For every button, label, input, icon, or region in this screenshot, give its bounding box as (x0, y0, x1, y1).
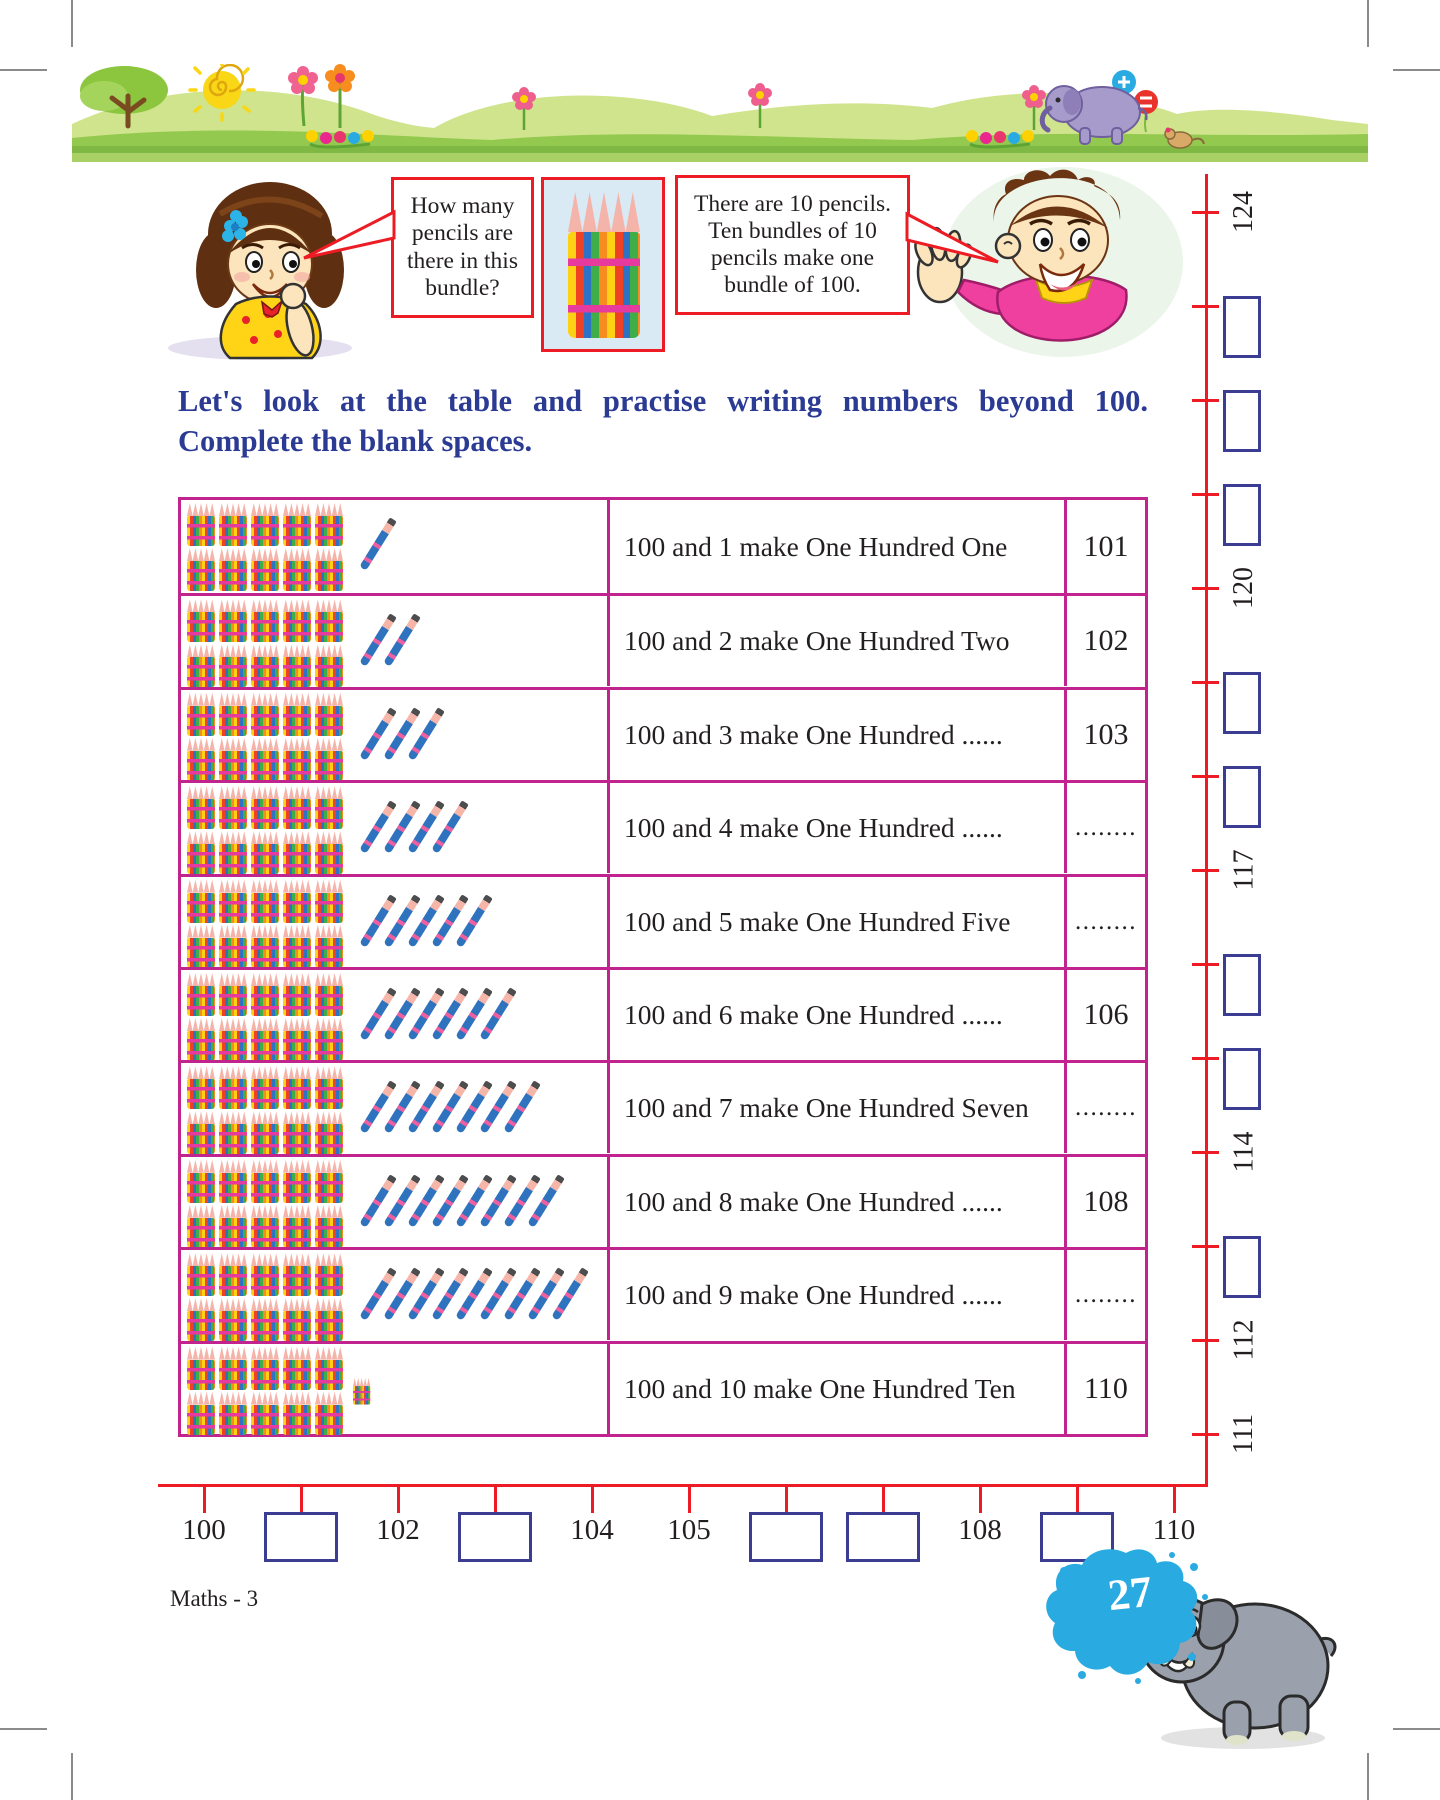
loose-pencil-icon (359, 517, 397, 570)
row-text: 100 and 6 make One Hundred ...... (607, 970, 1064, 1060)
pencil-bundle-icon (251, 693, 279, 737)
tick (1192, 211, 1219, 214)
tick (1192, 493, 1219, 496)
pencil-bundles-cell (181, 877, 607, 967)
pencil-bundle-icon (187, 973, 215, 1017)
pencil-bundle-icon (251, 1018, 279, 1062)
pencil-bundle-icon (251, 786, 279, 830)
pencil-bundles-cell (181, 1250, 607, 1340)
tick (300, 1487, 303, 1513)
pencil-bundle-icon (315, 1111, 343, 1155)
pencil-bundle-icon (283, 1298, 311, 1342)
pencil-bundle-icon (251, 548, 279, 592)
tick-label: 117 (1228, 849, 1259, 891)
pencil-bundle-icon (251, 925, 279, 969)
pencil-bundle-icon (251, 599, 279, 643)
pencil-bundle-icon (219, 1018, 247, 1062)
vertical-number-line (1205, 174, 1208, 1487)
pencil-bundle-icon (219, 738, 247, 782)
pencil-bundle-icon (315, 1298, 343, 1342)
row-text: 100 and 9 make One Hundred ...... (607, 1250, 1064, 1340)
pencil-bundle-icon (251, 880, 279, 924)
tick (1192, 1339, 1219, 1342)
tick (591, 1487, 594, 1513)
pencil-bundle-icon (219, 880, 247, 924)
pencil-bundles-cell (181, 1344, 607, 1434)
pencil-bundle-icon (283, 1392, 311, 1436)
pencil-bundles-cell (181, 783, 607, 873)
table-row (181, 500, 1145, 593)
table-row (181, 967, 1145, 1060)
pencil-bundle-icon (219, 1347, 247, 1391)
pencil-bundle-icon (283, 1253, 311, 1297)
pencil-bundle-icon (315, 831, 343, 875)
row-text: 100 and 3 make One Hundred ...... (607, 690, 1064, 780)
crop-mark (71, 0, 73, 47)
pencil-bundle-icon (283, 786, 311, 830)
pencil-bundle-icon (187, 1253, 215, 1297)
tick (1173, 1487, 1176, 1513)
pencil-bundle-icon (283, 880, 311, 924)
tick (882, 1487, 885, 1513)
pencil-bundle-icon (315, 693, 343, 737)
answer-box[interactable] (264, 1512, 338, 1562)
tick (979, 1487, 982, 1513)
table-row (181, 874, 1145, 967)
book-footer: Maths - 3 (170, 1586, 259, 1611)
pencil-bundle-icon (187, 831, 215, 875)
tick (1192, 775, 1219, 778)
table-row (181, 1154, 1145, 1247)
pencil-bundle-icon (283, 1066, 311, 1110)
pencil-bundle-icon (315, 503, 343, 547)
pencil-bundles-cell (181, 1063, 607, 1153)
answer-box[interactable] (1223, 1048, 1261, 1110)
pencil-bundle-icon (283, 644, 311, 688)
heading-line-2: Complete the blank spaces. (178, 424, 533, 458)
pencil-bundle-icon (283, 1018, 311, 1062)
tick (1192, 869, 1219, 872)
tick (494, 1487, 497, 1513)
tick (1192, 399, 1219, 402)
tick (785, 1487, 788, 1513)
pencil-bundle-icon (251, 644, 279, 688)
tick-label: 110 (1152, 1514, 1196, 1546)
pencil-bundle-icon (187, 1392, 215, 1436)
row-number: 103 (1064, 690, 1145, 780)
practice-table (178, 497, 1148, 1437)
tick-label: 108 (958, 1514, 1002, 1546)
tick-label: 120 (1228, 567, 1259, 609)
pencil-bundle-icon (315, 1018, 343, 1062)
pencil-bundle-icon (187, 1018, 215, 1062)
row-number: 102 (1064, 596, 1145, 686)
row-number-blank[interactable]: ........ (1064, 1250, 1145, 1340)
pencil-bundle-icon (219, 1253, 247, 1297)
pencil-bundle-icon (251, 1205, 279, 1249)
pencil-bundle-icon (283, 738, 311, 782)
crop-mark (0, 69, 47, 71)
pencil-bundle-icon (315, 1347, 343, 1391)
crop-mark (71, 1753, 73, 1800)
row-number-blank[interactable]: ........ (1064, 1063, 1145, 1153)
pencil-bundle-icon (219, 693, 247, 737)
pencil-bundle-icon (219, 1160, 247, 1204)
pencil-bundle-icon (315, 1253, 343, 1297)
pencil-bundle-icon (219, 786, 247, 830)
answer-box[interactable] (1223, 954, 1261, 1016)
tick (1192, 1151, 1219, 1154)
pencil-bundle-icon (283, 1347, 311, 1391)
pencil-bundles-cell (181, 690, 607, 780)
pencil-bundle-icon (283, 1160, 311, 1204)
girl-speech-text: How many pencils are there in this bundle? (407, 193, 518, 301)
pencil-bundle-icon (219, 1066, 247, 1110)
pencil-bundle-icon (315, 1205, 343, 1249)
pencil-bundle-icon (219, 1392, 247, 1436)
pencil-bundle-icon (315, 1392, 343, 1436)
pencil-bundle-icon (251, 1347, 279, 1391)
pencil-bundle-icon (219, 973, 247, 1017)
tick-label: 111 (1227, 1414, 1259, 1454)
pencil-bundle-icon (219, 503, 247, 547)
pencil-bundle-icon (251, 503, 279, 547)
row-number-blank[interactable]: ........ (1064, 877, 1145, 967)
answer-box[interactable] (1223, 390, 1261, 452)
pencil-bundle-icon (283, 831, 311, 875)
meadow-banner (72, 64, 1368, 162)
small-pencil-bundle-icon (353, 1378, 370, 1405)
pencil-bundle-icon (187, 1066, 215, 1110)
row-text: 100 and 2 make One Hundred Two (607, 596, 1064, 686)
tick-label: 102 (376, 1514, 420, 1546)
pencil-bundle-icon (187, 786, 215, 830)
pencil-bundle-icon (315, 738, 343, 782)
row-text: 100 and 1 make One Hundred One (607, 500, 1064, 593)
tick-label: 114 (1228, 1131, 1259, 1173)
pencil-bundle-icon (315, 1066, 343, 1110)
pencil-bundle-icon (187, 503, 215, 547)
crop-mark (1367, 0, 1369, 47)
tick-label: 100 (182, 1514, 226, 1546)
boy-speech-text: There are 10 pencils. Ten bundles of 10 pencils make one bundle of 100. (693, 190, 892, 299)
tick-label: 104 (570, 1514, 614, 1546)
row-number-blank[interactable]: ........ (1064, 783, 1145, 873)
pencil-bundle-icon (283, 925, 311, 969)
pencil-bundle-icon (283, 693, 311, 737)
pencil-bundle-icon (283, 973, 311, 1017)
boy-bubble-tail (904, 208, 1000, 274)
bottom-number-line (158, 1484, 1208, 1487)
pencil-bundle-icon (315, 786, 343, 830)
row-number: 108 (1064, 1157, 1145, 1247)
pencil-bundles-cell (181, 500, 607, 593)
tick (1192, 305, 1219, 308)
row-text: 100 and 8 make One Hundred ...... (607, 1157, 1064, 1247)
answer-box[interactable] (1223, 766, 1261, 828)
pencil-bundle-icon (315, 599, 343, 643)
pencil-bundle-icon (219, 925, 247, 969)
pencil-bundle-icon (251, 1298, 279, 1342)
pencil-bundle-icon (283, 1205, 311, 1249)
row-text: 100 and 5 make One Hundred Five (607, 877, 1064, 967)
pencil-bundle-icon (315, 925, 343, 969)
crop-mark (1393, 69, 1440, 71)
pencil-bundle-icon (251, 1253, 279, 1297)
pencil-bundle-icon (187, 644, 215, 688)
pencil-bundle-icon (251, 973, 279, 1017)
pencil-bundle-icon (315, 548, 343, 592)
pencil-bundle-icon (187, 925, 215, 969)
row-number: 106 (1064, 970, 1145, 1060)
tick (397, 1487, 400, 1513)
row-number: 110 (1064, 1344, 1145, 1434)
table-row (181, 1247, 1145, 1340)
pencil-bundles-cell (181, 970, 607, 1060)
table-row (181, 593, 1145, 686)
table-row (181, 780, 1145, 873)
crop-mark (0, 1728, 47, 1730)
tick (1192, 681, 1219, 684)
row-number: 101 (1064, 500, 1145, 593)
pencil-bundle-icon (219, 1205, 247, 1249)
pencil-bundles-cell (181, 1157, 607, 1247)
answer-box[interactable] (1223, 484, 1261, 546)
pencil-bundle-icon (219, 644, 247, 688)
table-row (181, 1060, 1145, 1153)
pencil-bundle-icon (187, 1160, 215, 1204)
pencil-bundle-icon (187, 1205, 215, 1249)
pencil-bundle-icon (283, 1111, 311, 1155)
pencil-bundle-icon (219, 1298, 247, 1342)
page-number: 27 (1105, 1566, 1155, 1621)
table-row (181, 1341, 1145, 1434)
tick (1192, 1433, 1219, 1436)
row-text: 100 and 10 make One Hundred Ten (607, 1344, 1064, 1434)
table-row (181, 687, 1145, 780)
pencil-bundles-cell (181, 596, 607, 686)
answer-box[interactable] (1223, 296, 1261, 358)
pencil-bundle-icon (187, 1111, 215, 1155)
pencil-bundle-icon (251, 738, 279, 782)
tick (688, 1487, 691, 1513)
pencil-bundle-icon (219, 1111, 247, 1155)
row-text: 100 and 7 make One Hundred Seven (607, 1063, 1064, 1153)
pencil-bundle-icon (283, 548, 311, 592)
boy-speech-bubble (675, 175, 910, 315)
tick (203, 1487, 206, 1513)
tick-label: 112 (1228, 1319, 1259, 1361)
pencil-bundle-icon (187, 599, 215, 643)
pencil-bundle-icon (315, 1160, 343, 1204)
pencil-bundle-icon (187, 1347, 215, 1391)
pencil-bundle-icon (251, 1111, 279, 1155)
pencil-bundle-image (541, 177, 665, 352)
pencil-bundle-icon (219, 831, 247, 875)
pencil-bundle-icon (315, 880, 343, 924)
answer-box[interactable] (846, 1512, 920, 1562)
pencil-bundle-icon (219, 599, 247, 643)
tick (1192, 1057, 1219, 1060)
pencil-bundle-icon (568, 192, 640, 338)
tick-label: 105 (667, 1514, 711, 1546)
pencil-bundle-icon (187, 548, 215, 592)
tick (1192, 1245, 1219, 1248)
pencil-bundle-icon (187, 880, 215, 924)
pencil-bundle-icon (187, 1298, 215, 1342)
pencil-bundle-icon (251, 1066, 279, 1110)
pencil-bundle-icon (251, 1160, 279, 1204)
answer-box[interactable] (749, 1512, 823, 1562)
crop-mark (1393, 1728, 1440, 1730)
girl-bubble-tail (302, 206, 396, 270)
pencil-bundle-icon (315, 973, 343, 1017)
answer-box[interactable] (458, 1512, 532, 1562)
pencil-bundle-icon (315, 644, 343, 688)
pencil-bundle-icon (251, 831, 279, 875)
pencil-bundle-icon (187, 693, 215, 737)
row-text: 100 and 4 make One Hundred ...... (607, 783, 1064, 873)
tick-label: 124 (1228, 191, 1259, 233)
crop-mark (1367, 1753, 1369, 1800)
pencil-bundle-icon (251, 1392, 279, 1436)
pencil-bundle-icon (187, 738, 215, 782)
girl-speech-bubble (391, 177, 534, 318)
answer-box[interactable] (1223, 672, 1261, 734)
tick (1192, 587, 1219, 590)
pencil-bundle-icon (283, 599, 311, 643)
pencil-bundle-icon (219, 548, 247, 592)
pencil-bundle-icon (283, 503, 311, 547)
tick (1076, 1487, 1079, 1513)
heading-line-1: Let's look at the table and practise writing numbers beyond 100. (178, 384, 1148, 418)
tick (1192, 963, 1219, 966)
answer-box[interactable] (1223, 1236, 1261, 1298)
